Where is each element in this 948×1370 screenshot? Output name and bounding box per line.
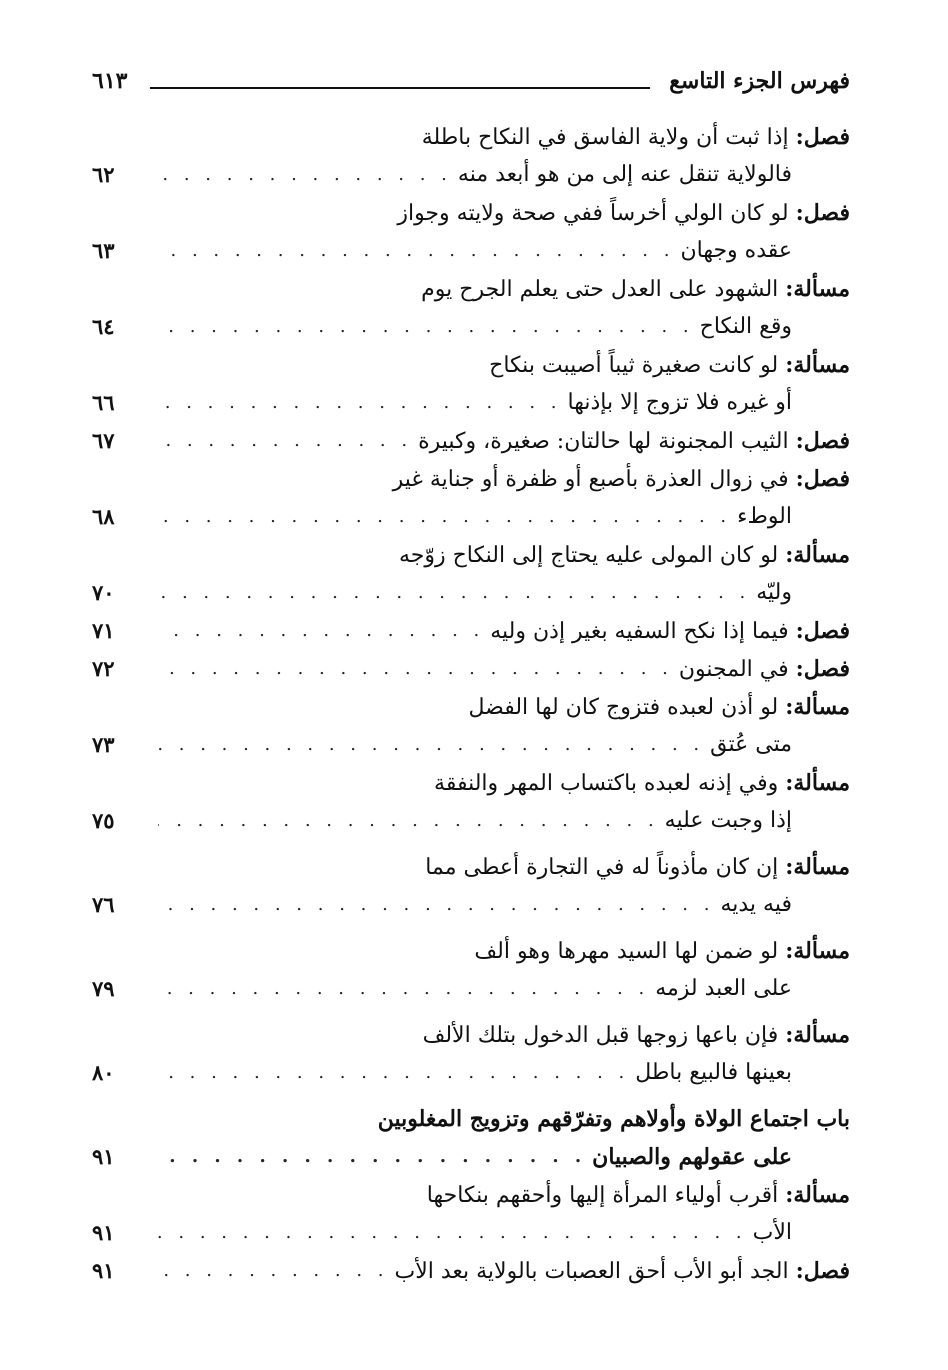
entry-text: لو كان المولى عليه يحتاج إلى النكاح زوّجه — [398, 543, 779, 568]
entry-label: مسألة: — [785, 276, 850, 302]
entry-text: لو كانت صغيرة ثيباً أصيبت بنكاح — [489, 353, 779, 378]
entry-page-number: ٩١ — [92, 1144, 115, 1169]
entry-text: إن كان مأذوناً له في التجارة أعطى مما — [425, 855, 779, 880]
entry-label: مسألة: — [785, 770, 850, 796]
entry-label: مسألة: — [785, 938, 850, 964]
entry-page-number: ٩١ — [92, 1258, 115, 1283]
entry-text: أقرب أولياء المرأة إليها وأحقهم بنكاحها — [426, 1183, 779, 1208]
entry-page-number: ٧٥ — [92, 808, 115, 833]
entry-continuation: الوطء — [737, 504, 792, 529]
entry-text: لو ضمن لها السيد مهرها وهو ألف — [474, 939, 779, 964]
running-header — [92, 68, 850, 102]
toc-entry — [92, 194, 850, 270]
toc-entry — [92, 270, 850, 346]
leader-dots — [158, 886, 714, 924]
entry-label: مسألة: — [785, 854, 850, 880]
entry-page-number: ٧١ — [92, 618, 115, 643]
leader-dots — [158, 232, 674, 270]
entry-text: لو أذن لعبده فتزوج كان لها الفضل — [468, 695, 779, 720]
leader-dots — [158, 726, 704, 764]
entry-page-number: ٧٦ — [92, 892, 115, 917]
toc-entry — [92, 848, 850, 924]
entry-label: فصل: — [795, 200, 850, 226]
toc-chapter-entry — [92, 1100, 850, 1176]
leader-dots — [158, 574, 750, 612]
chapter-title: باب اجتماع الولاة وأولاهم وتفرّقهم وتزويج المغلوبين — [377, 1106, 850, 1132]
entry-text: الشهود على العدل حتى يعلم الجرح يوم — [421, 277, 779, 302]
header-rule — [150, 87, 650, 89]
toc-entry — [92, 612, 850, 650]
entry-page-number: ٦٨ — [92, 504, 115, 529]
entry-page-number: ٧٣ — [92, 732, 115, 757]
toc-entry — [92, 1252, 850, 1290]
entry-text: في زوال العذرة بأصبع أو ظفرة أو جناية غير — [392, 467, 789, 492]
entry-page-number: ٦٤ — [92, 314, 115, 339]
entry-continuation: فالولاية تنقل عنه إلى من هو أبعد منه — [457, 162, 792, 187]
entry-page-number: ٦٧ — [92, 428, 115, 453]
entry-continuation: عقده وجهان — [680, 238, 792, 263]
entry-continuation: فيه يديه — [720, 892, 792, 917]
entry-text: فيما إذا نكح السفيه بغير إذن وليه — [490, 618, 789, 644]
leader-dots — [158, 498, 731, 536]
table-of-contents — [92, 118, 850, 1290]
entry-label: فصل: — [795, 124, 850, 150]
toc-entry — [92, 536, 850, 612]
toc-entry — [92, 1016, 850, 1092]
entry-label: مسألة: — [785, 694, 850, 720]
entry-label: مسألة: — [785, 542, 850, 568]
entry-page-number: ٦٦ — [92, 390, 115, 415]
toc-entry — [92, 118, 850, 194]
entry-continuation: على العبد لزمه — [655, 976, 792, 1001]
entry-text: لو كان الولي أخرساً ففي صحة ولايته وجواز — [397, 201, 789, 226]
toc-entry — [92, 346, 850, 422]
leader-dots — [158, 422, 412, 460]
entry-page-number: ٨٠ — [92, 1060, 115, 1085]
entry-continuation: على عقولهم والصبيان — [592, 1144, 792, 1170]
entry-label: مسألة: — [785, 352, 850, 378]
entry-label: فصل: — [795, 466, 850, 492]
leader-dots — [158, 650, 673, 688]
entry-text: الثيب المجنونة لها حالتان: صغيرة، وكبيرة — [418, 428, 789, 454]
entry-text: فإن باعها زوجها قبل الدخول بتلك الألف — [422, 1023, 779, 1048]
entry-text: وفي إذنه لعبده باكتساب المهر والنفقة — [434, 771, 779, 796]
entry-label: فصل: — [795, 655, 850, 682]
leader-dots — [158, 612, 484, 650]
toc-entry — [92, 460, 850, 536]
entry-continuation: الأب — [752, 1220, 792, 1245]
leader-dots — [158, 802, 659, 840]
entry-continuation: وليّه — [756, 580, 792, 605]
leader-dots — [158, 1252, 388, 1290]
entry-page-number: ٩١ — [92, 1220, 115, 1245]
entry-page-number: ٦٣ — [92, 238, 115, 263]
leader-dots — [158, 970, 649, 1008]
entry-label: فصل: — [795, 427, 850, 454]
leader-dots — [158, 156, 452, 194]
entry-label: مسألة: — [785, 1182, 850, 1208]
entry-page-number: ٧٩ — [92, 976, 115, 1001]
entry-continuation: بعينها فالبيع باطل — [635, 1060, 792, 1085]
entry-page-number: ٦٢ — [92, 162, 115, 187]
entry-page-number: ٧٠ — [92, 580, 115, 605]
entry-text: في المجنون — [678, 656, 789, 682]
toc-entry — [92, 688, 850, 764]
header-page-number: ٦١٣ — [92, 68, 128, 94]
toc-entry — [92, 1176, 850, 1252]
toc-entry — [92, 650, 850, 688]
entry-text: إذا ثبت أن ولاية الفاسق في النكاح باطلة — [421, 125, 789, 150]
entry-continuation: إذا وجبت عليه — [664, 808, 792, 833]
entry-label: مسألة: — [785, 1022, 850, 1048]
entry-continuation: أو غيره فلا تزوج إلا بإذنها — [567, 390, 792, 415]
leader-dots — [158, 1138, 586, 1176]
leader-dots — [158, 1214, 747, 1252]
leader-dots — [158, 384, 562, 422]
toc-entry — [92, 932, 850, 1008]
leader-dots — [158, 1054, 629, 1092]
entry-label: فصل: — [795, 1257, 850, 1284]
leader-dots — [158, 308, 694, 346]
entry-continuation: وقع النكاح — [699, 314, 792, 339]
toc-entry — [92, 764, 850, 840]
entry-text: الجد أبو الأب أحق العصبات بالولاية بعد الأب — [394, 1258, 789, 1284]
entry-label: فصل: — [795, 617, 850, 644]
entry-continuation: متى عُتق — [710, 732, 792, 757]
toc-entry — [92, 422, 850, 460]
entry-page-number: ٧٢ — [92, 656, 115, 681]
header-title: فهرس الجزء التاسع — [669, 68, 850, 94]
